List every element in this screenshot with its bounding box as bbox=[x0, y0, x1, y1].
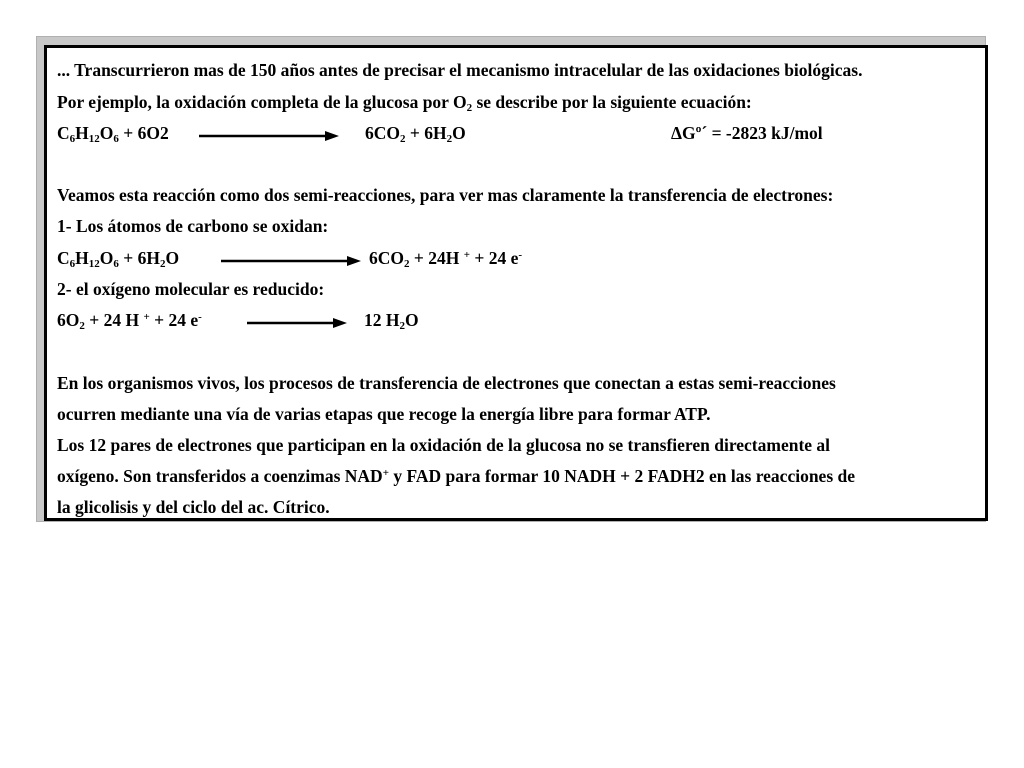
equation-2-products: $6CO_2 + 24H$ + + 24 e- bbox=[369, 248, 523, 270]
paragraph-line-3: Los 12 pares de electrones que participan en la oxidación de la glucosa no se transfieren directamente al bbox=[57, 435, 831, 455]
equation-3-arrow bbox=[247, 318, 347, 328]
paragraph-line-1: En los organismos vivos, los procesos de transferencia de electrones que conectan a estas semi-reacciones bbox=[57, 373, 836, 393]
equation-3-products: 12 $H_2O$ bbox=[364, 310, 419, 332]
equation-1-delta-g: ΔGº´ = -2823 kJ/mol bbox=[671, 123, 823, 143]
step-2-label: 2- el oxígeno molecular es reducido: bbox=[57, 279, 325, 299]
equation-3-reactants: $6O_2 + 24$ H + + 24 e- bbox=[57, 310, 202, 332]
equation-2-arrow bbox=[221, 256, 361, 266]
semi-reactions-intro: Veamos esta reacción como dos semi-reacciones, para ver mas claramente la transferencia de electrones: bbox=[57, 185, 834, 205]
paragraph-line-5: la glicolisis y del ciclo del ac. Cítrico. bbox=[57, 497, 330, 517]
paragraph-line-4: oxígeno. Son transferidos a coenzimas NAD+ y FAD para formar 10 NADH + 2 FADH2 en las reacciones de bbox=[57, 466, 856, 486]
text-frame bbox=[44, 45, 988, 521]
equation-1-reactants: $C_6H_{12}O_6 + 6O2$ bbox=[57, 123, 169, 145]
equation-2-reactants: $C_6H_{12}O_6 + 6H_2O$ bbox=[57, 248, 180, 270]
intro-line-1: ... Transcurrieron mas de 150 años antes de precisar el mecanismo intracelular de las oxidaciones biológicas. bbox=[57, 60, 863, 80]
intro-line-2: Por ejemplo, la oxidación completa de la glucosa por $O_2$ se describe por la siguiente ecuación: bbox=[57, 92, 752, 114]
equation-1-arrow bbox=[199, 131, 339, 141]
paragraph-line-2: ocurren mediante una vía de varias etapas que recoge la energía libre para formar ATP. bbox=[57, 404, 711, 424]
equation-1-products: $6CO_2 + 6H_2O$ bbox=[365, 123, 466, 145]
step-1-label: 1- Los átomos de carbono se oxidan: bbox=[57, 216, 329, 236]
